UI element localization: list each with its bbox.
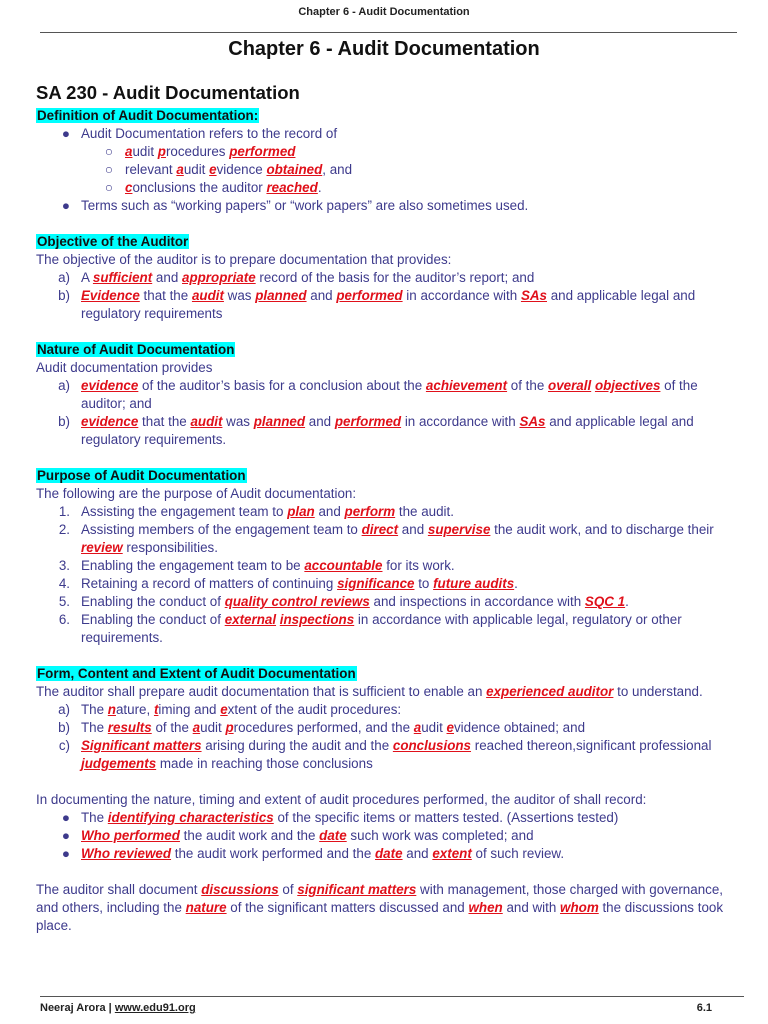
- list-item-text: [125, 143, 744, 161]
- keyword-highlight: extent: [432, 846, 472, 861]
- text-segment: reached thereon,significant professional: [471, 738, 712, 753]
- text-segment: that the: [139, 288, 192, 303]
- definition-section: [36, 107, 744, 215]
- text-segment: rocedures: [165, 144, 230, 159]
- list-marker: a): [58, 702, 70, 717]
- definition-intro: Audit Documentation refers to the record of: [81, 126, 338, 141]
- initial-letter-highlight: a: [192, 720, 201, 735]
- documenting-list: [36, 809, 744, 863]
- page-footer: [40, 1002, 712, 1014]
- text-segment: and: [402, 846, 433, 861]
- text-segment: responsibilities.: [122, 540, 218, 555]
- purpose-heading: Purpose of Audit Documentation: [37, 468, 246, 483]
- keyword-highlight: planned: [255, 288, 307, 303]
- keyword-highlight: discussions: [201, 882, 279, 897]
- text-segment: and: [305, 414, 335, 429]
- keyword-highlight: Evidence: [81, 288, 140, 303]
- form-heading: Form, Content and Extent of Audit Documentation: [37, 666, 356, 681]
- keyword-highlight: inspections: [279, 612, 355, 627]
- text-segment: The: [81, 720, 108, 735]
- list-item-text: [81, 521, 744, 557]
- text-segment: and: [398, 522, 428, 537]
- list-item: [36, 719, 744, 737]
- text-segment: onclusions the auditor: [132, 180, 267, 195]
- text-segment: made in reaching those conclusions: [156, 756, 373, 771]
- list-item: [36, 161, 744, 179]
- text-segment: for its work.: [382, 558, 455, 573]
- list-item: [36, 827, 744, 845]
- keyword-highlight: Who reviewed: [81, 846, 172, 861]
- text-segment: The auditor shall document: [36, 882, 202, 897]
- document-body: [36, 82, 744, 935]
- keyword-highlight: overall: [548, 378, 592, 393]
- text-segment: and with: [502, 900, 561, 915]
- footer-divider: [40, 996, 744, 997]
- text-segment: record of the basis for the auditor’s report; and: [255, 270, 535, 285]
- text-segment: with management, those charged with governance, and others, including the: [36, 882, 724, 915]
- purpose-list: [36, 503, 744, 647]
- keyword-highlight: achievement: [425, 378, 508, 393]
- list-item: [36, 377, 744, 413]
- text-segment: the audit work performed and the: [171, 846, 375, 861]
- text-segment: The auditor shall prepare audit documentation that is sufficient to enable an: [36, 684, 487, 699]
- text-segment: of the: [507, 378, 549, 393]
- list-marker: 6.: [58, 612, 70, 627]
- text-segment: udit: [421, 720, 447, 735]
- list-item: [36, 179, 744, 197]
- text-segment: of the significant matters discussed and: [226, 900, 469, 915]
- text-segment: that the: [138, 414, 191, 429]
- bullet-icon: ●: [61, 828, 70, 843]
- list-item-text: [81, 557, 744, 575]
- list-item-text: [81, 503, 744, 521]
- text-segment: ature,: [115, 702, 154, 717]
- bullet-icon: ●: [61, 198, 70, 213]
- keyword-highlight: planned: [253, 414, 306, 429]
- list-item-text: [81, 593, 744, 611]
- text-segment: udit: [183, 162, 210, 177]
- list-item-text: [81, 737, 744, 773]
- list-item: [36, 197, 744, 215]
- keyword-highlight: future audits: [433, 576, 515, 591]
- keyword-highlight: experienced auditor: [486, 684, 614, 699]
- list-item: [36, 413, 744, 449]
- text-segment: and applicable legal and regulatory requirements.: [81, 414, 694, 447]
- objective-heading: Objective of the Auditor: [37, 234, 189, 249]
- list-item-text: [81, 269, 744, 287]
- form-section: [36, 665, 744, 773]
- list-item: [36, 611, 744, 647]
- keyword-highlight: appropriate: [182, 270, 256, 285]
- keyword-highlight: evidence: [81, 378, 139, 393]
- list-marker: 4.: [58, 576, 70, 591]
- text-segment: of the auditor’s basis for a conclusion about the: [138, 378, 426, 393]
- keyword-highlight: SAs: [520, 288, 547, 303]
- keyword-highlight: SQC 1: [584, 594, 626, 609]
- keyword-highlight: supervise: [427, 522, 491, 537]
- sa-title: SA 230 - Audit Documentation: [36, 82, 300, 103]
- keyword-highlight: whom: [560, 900, 599, 915]
- list-marker: b): [58, 288, 70, 303]
- list-item-text: [81, 377, 744, 413]
- text-segment: Enabling the conduct of: [81, 612, 225, 627]
- text-segment: in accordance with applicable legal, regulatory or other requirements.: [81, 612, 682, 645]
- keyword-highlight: sufficient: [92, 270, 153, 285]
- keyword-highlight: performed: [334, 414, 402, 429]
- keyword-highlight: date: [319, 828, 347, 843]
- keyword-highlight: conclusions: [392, 738, 472, 753]
- text-segment: was: [222, 414, 254, 429]
- list-item: [36, 503, 744, 521]
- text-segment: and applicable legal and regulatory requirements: [81, 288, 696, 321]
- initial-letter-highlight: p: [157, 144, 166, 159]
- discussions-paragraph: [36, 881, 744, 935]
- text-segment: xtent of the audit procedures:: [227, 702, 402, 717]
- list-item-text: [81, 809, 744, 827]
- text-segment: of the specific items or matters tested. (Assertions tested): [273, 810, 619, 825]
- terms-text: Terms such as “working papers” or “work papers” are also sometimes used.: [81, 198, 529, 213]
- initial-letter-highlight: p: [225, 720, 234, 735]
- keyword-highlight: Who performed: [81, 828, 180, 843]
- text-segment: udit: [200, 720, 226, 735]
- list-item: [36, 143, 744, 161]
- keyword-highlight: judgements: [81, 756, 157, 771]
- text-segment: to: [414, 576, 434, 591]
- nature-list: [36, 377, 744, 449]
- text-segment: the audit work and the: [179, 828, 320, 843]
- text-segment: .: [514, 576, 518, 591]
- keyword-highlight: significance: [337, 576, 415, 591]
- text-segment: udit: [132, 144, 158, 159]
- list-item: [36, 701, 744, 719]
- keyword-highlight: reached: [266, 180, 318, 195]
- keyword-highlight: external: [224, 612, 277, 627]
- text-segment: was: [223, 288, 256, 303]
- list-item-text: [81, 413, 744, 449]
- initial-letter-highlight: c: [125, 180, 133, 195]
- documenting-intro: In documenting the nature, timing and extent of audit procedures performed, the auditor of shall record:: [36, 792, 647, 807]
- list-item-text: [81, 611, 744, 647]
- text-segment: the discussions took place.: [36, 900, 724, 933]
- keyword-highlight: quality control reviews: [224, 594, 370, 609]
- keyword-highlight: accountable: [304, 558, 383, 573]
- text-segment: and: [314, 504, 345, 519]
- text-segment: Retaining a record of matters of continuing: [81, 576, 338, 591]
- text-segment: .: [317, 180, 322, 195]
- initial-letter-highlight: n: [107, 702, 116, 717]
- purpose-section: [36, 467, 744, 647]
- text-segment: relevant: [125, 162, 177, 177]
- text-segment: arising during the audit and the: [201, 738, 393, 753]
- initial-letter-highlight: a: [176, 162, 184, 177]
- keyword-highlight: audit: [191, 288, 224, 303]
- keyword-highlight: evidence: [81, 414, 139, 429]
- list-item: [36, 593, 744, 611]
- text-segment: iming and: [158, 702, 221, 717]
- initial-letter-highlight: e: [220, 702, 228, 717]
- header-divider: [40, 32, 737, 33]
- keyword-highlight: review: [81, 540, 123, 555]
- text-segment: The: [81, 810, 108, 825]
- text-segment: the audit work, and to discharge their: [490, 522, 714, 537]
- list-marker: c): [58, 738, 70, 753]
- list-item: [36, 845, 744, 863]
- text-segment: The: [81, 702, 108, 717]
- keyword-highlight: significant matters: [297, 882, 417, 897]
- circle-bullet-icon: ○: [104, 180, 113, 195]
- text-segment: and: [152, 270, 182, 285]
- page-number: 6.1: [696, 1002, 712, 1014]
- keyword-highlight: results: [107, 720, 152, 735]
- text-segment: such work was completed; and: [346, 828, 534, 843]
- initial-letter-highlight: t: [153, 702, 159, 717]
- list-item: [36, 575, 744, 593]
- list-marker: 3.: [58, 558, 70, 573]
- list-marker: 5.: [58, 594, 70, 609]
- text-segment: to understand.: [613, 684, 703, 699]
- bullet-icon: ●: [61, 810, 70, 825]
- keyword-highlight: identifying characteristics: [107, 810, 274, 825]
- list-marker: a): [58, 378, 70, 393]
- list-item-text: [81, 701, 744, 719]
- text-segment: Assisting the engagement team to: [81, 504, 288, 519]
- text-segment: vidence: [216, 162, 267, 177]
- text-segment: of such review.: [471, 846, 565, 861]
- nature-heading: Nature of Audit Documentation: [37, 342, 235, 357]
- purpose-intro: The following are the purpose of Audit documentation:: [36, 486, 357, 501]
- text-segment: and: [306, 288, 337, 303]
- keyword-highlight: perform: [344, 504, 396, 519]
- list-marker: 2.: [58, 522, 70, 537]
- keyword-highlight: audit: [190, 414, 223, 429]
- form-list: [36, 701, 744, 773]
- keyword-highlight: when: [468, 900, 503, 915]
- bullet-icon: ●: [61, 126, 70, 141]
- keyword-highlight: performed: [336, 288, 403, 303]
- circle-bullet-icon: ○: [104, 162, 113, 177]
- list-item: [36, 287, 744, 323]
- text-segment: of the auditor; and: [81, 378, 698, 411]
- list-item-text: [125, 179, 744, 197]
- list-item-text: [81, 719, 744, 737]
- website-link[interactable]: www.edu91.org: [114, 1002, 196, 1014]
- list-item: [36, 557, 744, 575]
- text-segment: Enabling the conduct of: [81, 594, 225, 609]
- list-item-text: [81, 287, 744, 323]
- text-segment: Assisting members of the engagement team to: [81, 522, 362, 537]
- text-segment: the audit.: [395, 504, 454, 519]
- keyword-highlight: objectives: [594, 378, 661, 393]
- objective-intro: The objective of the auditor is to prepare documentation that provides:: [36, 252, 452, 267]
- list-item-text: [125, 161, 744, 179]
- list-item: [36, 521, 744, 557]
- text-segment: in accordance with: [402, 288, 521, 303]
- footer-credit: [40, 1002, 196, 1014]
- initial-letter-highlight: a: [413, 720, 422, 735]
- nature-intro: Audit documentation provides: [36, 360, 213, 375]
- keyword-highlight: plan: [287, 504, 315, 519]
- bullet-icon: ●: [61, 846, 70, 861]
- keyword-highlight: SAs: [519, 414, 546, 429]
- keyword-highlight: obtained: [266, 162, 323, 177]
- nature-section: [36, 341, 744, 449]
- text-segment: of the: [151, 720, 193, 735]
- list-item: [36, 125, 744, 143]
- running-header: Chapter 6 - Audit Documentation: [298, 6, 470, 18]
- definition-sub-list: [36, 143, 744, 197]
- list-marker: 1.: [58, 504, 70, 519]
- initial-letter-highlight: e: [446, 720, 454, 735]
- text-segment: in accordance with: [401, 414, 520, 429]
- keyword-highlight: performed: [229, 144, 296, 159]
- footer-author: Neeraj Arora |: [40, 1002, 115, 1014]
- objective-list: [36, 269, 744, 323]
- chapter-title: Chapter 6 - Audit Documentation: [228, 38, 540, 60]
- list-item: [36, 809, 744, 827]
- text-segment: vidence obtained; and: [453, 720, 586, 735]
- list-marker: a): [58, 270, 70, 285]
- list-marker: b): [58, 414, 70, 429]
- text-segment: , and: [322, 162, 353, 177]
- text-segment: A: [81, 270, 93, 285]
- list-item-text: [81, 575, 744, 593]
- list-marker: b): [58, 720, 70, 735]
- initial-letter-highlight: a: [125, 144, 133, 159]
- text-segment: rocedures performed, and the: [233, 720, 414, 735]
- initial-letter-highlight: e: [209, 162, 217, 177]
- form-intro: [36, 683, 744, 701]
- keyword-highlight: Significant matters: [81, 738, 202, 753]
- keyword-highlight: nature: [185, 900, 227, 915]
- circle-bullet-icon: ○: [104, 144, 113, 159]
- list-item-text: [81, 827, 744, 845]
- keyword-highlight: direct: [361, 522, 399, 537]
- definition-heading: Definition of Audit Documentation:: [37, 108, 259, 123]
- objective-section: [36, 233, 744, 323]
- list-item: [36, 737, 744, 773]
- keyword-highlight: date: [375, 846, 403, 861]
- text-segment: and inspections in accordance with: [369, 594, 585, 609]
- documenting-section: [36, 791, 744, 863]
- list-item-text: [81, 845, 744, 863]
- text-segment: Enabling the engagement team to be: [81, 558, 305, 573]
- text-segment: of: [278, 882, 298, 897]
- text-segment: .: [625, 594, 629, 609]
- list-item: [36, 269, 744, 287]
